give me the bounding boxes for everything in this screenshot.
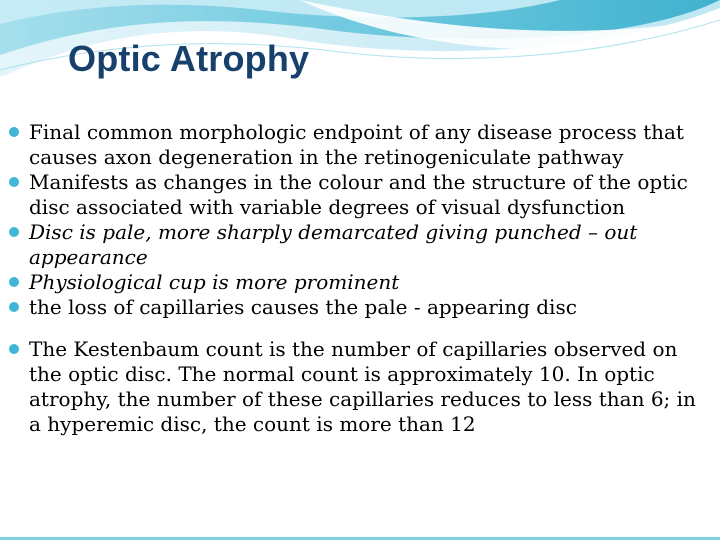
bullet-marker-icon [9,277,19,287]
bullet-item [8,337,713,437]
bullet-marker-icon [9,177,19,187]
bullet-item [8,295,713,320]
bullet-marker-icon [9,227,19,237]
bullet-item [8,220,713,270]
bullet-text: The Kestenbaum count is the number of capillaries observed on the optic disc. The normal count is approximately 10. In optic atrophy, the number of these capillaries reduces to less than 6; in a hyperemic disc, the count is more than 12 [29,337,696,436]
bullet-marker-icon [9,344,19,354]
bullet-marker-icon [9,127,19,137]
bullet-text: Disc is pale, more sharply demarcated giving punched – out appearance [29,220,638,269]
slide-title: Optic Atrophy [68,38,310,79]
bullet-text: Manifests as changes in the colour and the structure of the optic disc associated with variable degrees of visual dysfunction [29,170,688,219]
bullet-list [8,120,713,437]
bullet-marker-icon [9,302,19,312]
bullet-item [8,170,713,220]
bullet-item [8,270,713,295]
bullet-text: Physiological cup is more prominent [29,270,400,294]
bullet-text: the loss of capillaries causes the pale - appearing disc [29,295,577,319]
bullet-text: Final common morphologic endpoint of any disease process that causes axon degeneration in the retinogeniculate pathway [29,120,684,169]
bullet-item [8,120,713,170]
